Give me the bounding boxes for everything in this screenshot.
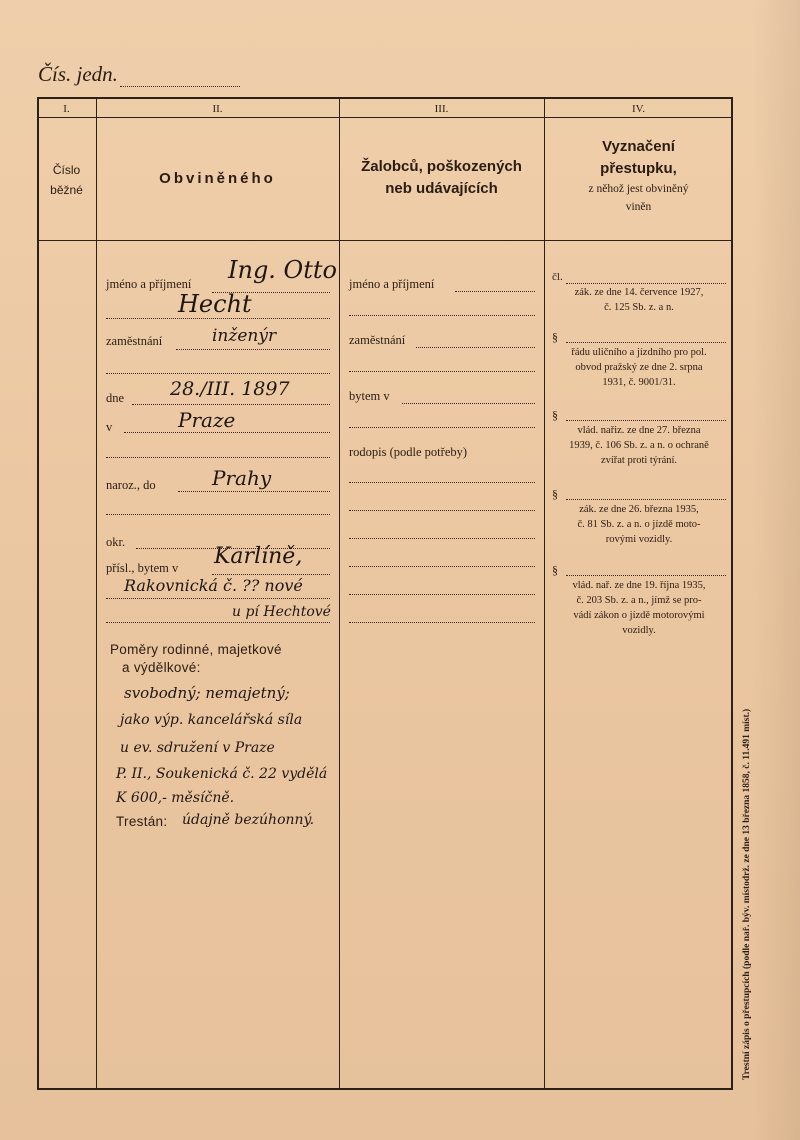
offence-paragraph-field[interactable] <box>566 420 726 421</box>
column-header-complainants-line2: neb udávajících <box>385 180 498 197</box>
offence-text-line: řádu uličního a jízdního pro pol. <box>571 347 707 358</box>
column-header-number <box>37 160 96 200</box>
offence-paragraph: § <box>552 563 558 577</box>
complainant-residence-field-2[interactable] <box>349 427 535 428</box>
offence-paragraph-field[interactable] <box>566 342 726 343</box>
offence-text-line: vádí zákon o jízdě motorovými <box>573 610 705 621</box>
column-divider-2 <box>339 97 340 1090</box>
accused-family-label-2: a výdělkové: <box>122 660 201 675</box>
complainant-line-3[interactable] <box>349 538 535 539</box>
accused-name-handwritten-1: Ing. Otto <box>228 256 337 284</box>
column-number-3: III. <box>434 103 449 115</box>
offence-text <box>548 578 730 638</box>
offence-text-line: vlád. nař. ze dne 19. října 1935, <box>572 580 706 591</box>
column-header-number-line2: běžné <box>50 183 83 197</box>
complainant-name-label: jméno a příjmení <box>349 277 435 291</box>
offence-text-line: vlád. nařiz. ze dne 27. března <box>577 425 701 436</box>
complainant-name-field[interactable] <box>455 291 535 292</box>
offence-paragraph: § <box>552 408 558 422</box>
column-divider-1 <box>96 97 97 1090</box>
offence-text-line: č. 203 Sb. z. a n., jímž se pro- <box>576 595 702 606</box>
accused-place-field[interactable] <box>124 432 330 433</box>
accused-date-field[interactable] <box>132 404 330 405</box>
offence-text-line: obvod pražský ze dne 2. srpna <box>575 362 703 373</box>
complainant-residence-field[interactable] <box>402 403 535 404</box>
offence-text <box>548 285 730 315</box>
accused-domicile-field-3[interactable] <box>106 622 330 623</box>
offence-text-line: č. 125 Sb. z. a n. <box>604 302 674 313</box>
offence-text-line: 1939, č. 106 Sb. z. a n. o ochraně <box>569 440 709 451</box>
offence-text-line: 1931, č. 9001/31. <box>602 377 676 388</box>
accused-domicile-field[interactable] <box>212 574 330 575</box>
accused-place-handwritten: Praze <box>178 408 236 432</box>
column-header-offence-sub2: viněn <box>625 201 652 213</box>
accused-born-field[interactable] <box>178 491 330 492</box>
accused-district-label: okr. <box>106 535 126 549</box>
complainant-line-4[interactable] <box>349 566 535 567</box>
complainant-occupation-field[interactable] <box>416 347 535 348</box>
column-header-complainants-line1: Žalobců, poškozených <box>361 158 522 175</box>
column-header-offence-sub1: z něhož jest obviněný <box>588 183 689 195</box>
accused-occupation-handwritten: inženýr <box>212 326 277 346</box>
accused-date-label: dne <box>106 391 125 405</box>
column-header-offence-line1: Vyznačení <box>602 138 675 155</box>
paper-edge-shadow <box>752 0 800 1140</box>
case-number-label: Čís. jedn. <box>38 62 118 86</box>
offence-text-line: zvířat proti týrání. <box>600 455 678 466</box>
complainant-residence-label: bytem v <box>349 389 390 403</box>
offence-text-line: č. 81 Sb. z. a n. o jízdě moto- <box>577 519 701 530</box>
column-header-number-line1: Číslo <box>52 163 81 177</box>
accused-born-label: naroz., do <box>106 478 156 492</box>
accused-date-handwritten: 28./III. 1897 <box>170 378 290 400</box>
complainant-line-2[interactable] <box>349 510 535 511</box>
accused-born-handwritten: Prahy <box>212 466 272 490</box>
column-number-4: IV. <box>632 103 645 115</box>
accused-occupation-field-2[interactable] <box>106 373 330 374</box>
complainant-description-label: rodopis (podle potřeby) <box>349 445 468 459</box>
column-number-1: I. <box>63 103 70 115</box>
column-number-row-divider <box>37 117 733 118</box>
accused-family-label-1: Poměry rodinné, majetkové <box>110 642 282 657</box>
column-number-2: II. <box>212 103 223 115</box>
header-row-divider <box>37 240 733 241</box>
accused-occupation-label: zaměstnání <box>106 334 163 348</box>
accused-domicile-handwritten-1: Karlíně, <box>214 544 303 569</box>
complainant-name-field-2[interactable] <box>349 315 535 316</box>
offence-text <box>548 502 730 547</box>
accused-family-handwritten-2: jako výp. kancelářská síla <box>120 712 303 728</box>
offence-text-line: rovými vozidly. <box>605 534 673 545</box>
column-header-accused: Obviněného <box>159 170 276 187</box>
accused-name-field-2[interactable] <box>106 318 330 319</box>
accused-occupation-field[interactable] <box>176 349 330 350</box>
offence-paragraph: § <box>552 330 558 344</box>
column-header-offence <box>544 136 733 216</box>
form-side-note: Trestní zápis o přestupcích (podle nař. býv. místodrž. ze dne 13 března 1858, č. 11.491 míst.) <box>742 708 752 1080</box>
complainant-line-5[interactable] <box>349 594 535 595</box>
accused-domicile-handwritten-3: u pí Hechtové <box>232 604 331 620</box>
offence-paragraph-field[interactable] <box>566 575 726 576</box>
complainant-occupation-label: zaměstnání <box>349 333 406 347</box>
accused-place-field-2[interactable] <box>106 457 330 458</box>
complainant-line-1[interactable] <box>349 482 535 483</box>
accused-convicted-label: Trestán: <box>116 814 168 829</box>
accused-convicted-handwritten: údajně bezúhonný. <box>182 812 315 828</box>
accused-domicile-handwritten-2: Rakovnická č. ?? nové <box>124 576 303 595</box>
accused-domicile-label: přísl., bytem v <box>106 561 179 575</box>
accused-family-handwritten-1: svobodný; nemajetný; <box>124 684 290 702</box>
accused-family-handwritten-4: P. II., Soukenická č. 22 vydělá <box>116 766 328 782</box>
accused-name-label: jméno a příjmení <box>106 277 192 291</box>
accused-family-handwritten-3: u ev. sdružení v Praze <box>120 740 275 756</box>
accused-name-handwritten-2: Hecht <box>178 290 252 318</box>
offence-text-line: vozidly. <box>622 625 656 636</box>
complainant-occupation-field-2[interactable] <box>349 371 535 372</box>
offence-paragraph: čl. <box>552 271 563 283</box>
complainant-line-6[interactable] <box>349 622 535 623</box>
offence-paragraph-field[interactable] <box>566 283 726 284</box>
column-divider-3 <box>544 97 545 1090</box>
offence-text <box>548 345 730 390</box>
accused-place-label: v <box>106 420 113 434</box>
case-number-field[interactable] <box>120 86 240 87</box>
accused-domicile-field-2[interactable] <box>106 598 330 599</box>
column-header-offence-line2: přestupku, <box>600 160 677 177</box>
offence-text <box>548 423 730 468</box>
offence-paragraph-field[interactable] <box>566 499 726 500</box>
offence-text-line: zák. ze dne 26. března 1935, <box>579 504 699 515</box>
accused-family-handwritten-5: K 600,- měsíčně. <box>116 790 235 806</box>
offence-paragraph: § <box>552 487 558 501</box>
column-header-complainants <box>339 156 544 200</box>
accused-born-field-2[interactable] <box>106 514 330 515</box>
offence-text-line: zák. ze dne 14. července 1927, <box>574 287 704 298</box>
